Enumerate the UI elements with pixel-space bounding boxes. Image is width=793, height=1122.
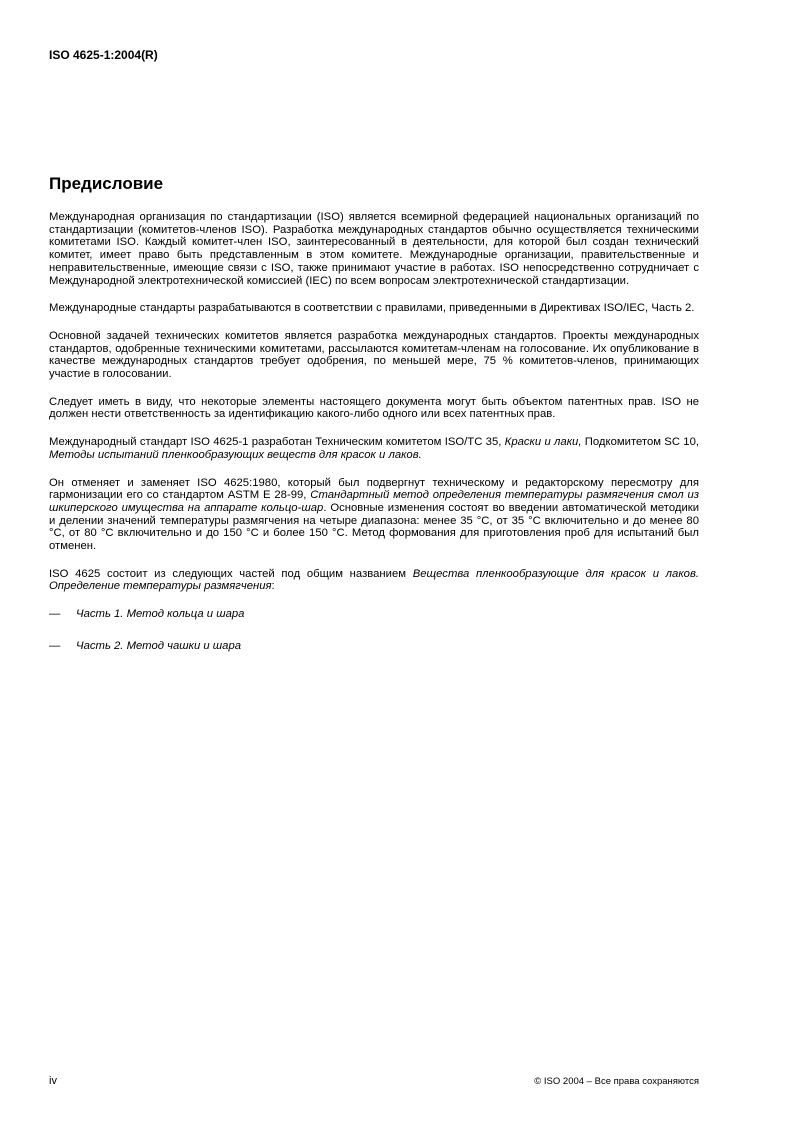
dash-marker: — (49, 639, 61, 652)
foreword-paragraph-1: Международная организация по стандартизации (ISO) является всемирной федерацией национальных организаций по стандартизации (комитетов-членов ISO). Разработка международных стандартов обычно осуществляется техническими комитетами ISO. Каждый комитет-член ISO, заинтересованный в деятельности, для которой был создан технический комитет, имеет право быть представленным в этом комитете. Международные организации, правительственные и неправительственные, имеющие связи с ISO, также принимают участие в работах. ISO непосредственно сотрудничает с Международной электротехнической комиссией (IEC) по всем вопросам электротехнической стандартизации. (49, 211, 699, 287)
p6-lead: Он отменяет и заменяет ISO 4625:1980, который был подвергнут техническому и редакторскому пересмотру для гармонизации его со стандартом ASTM E 28-99, (49, 476, 699, 502)
foreword-paragraph-6 (49, 477, 699, 553)
part-list-item (49, 640, 699, 653)
general-title: Вещества пленкообразующие для красок и лаков. Определение температуры размягчения (49, 567, 699, 593)
subcommittee-title: Методы испытаний пленкообразующих веществ для красок и лаков. (49, 448, 422, 461)
foreword-section (49, 173, 699, 672)
dash-marker: — (49, 608, 61, 621)
part-1-title: Часть 1. Метод кольца и шара (76, 608, 245, 621)
committee-title: Краски и лаки, (504, 436, 582, 449)
foreword-title: Предисловие (49, 174, 164, 193)
page-number: iv (49, 1075, 57, 1087)
astm-standard-title: Стандартный метод определения температуры размягчения смол из шкиперского имущества на аппарате кольцо-шар (49, 489, 699, 514)
foreword-paragraph-7 (49, 568, 699, 593)
p7-lead: ISO 4625 состоит из следующих частей под общим названием (49, 567, 413, 580)
foreword-paragraph-5 (49, 436, 699, 461)
foreword-paragraph-3: Основной задачей технических комитетов является разработка международных стандартов. Проекты международных стандартов, одобренные техническими комитетами, рассылаются комитетам-членам на голосование. Их опубликование в качестве международных стандартов требует одобрения, по меньшей мере, 75 % комитетов-членов, принимающих участие в голосовании. (49, 329, 699, 381)
foreword-paragraph-2: Международные стандарты разрабатываются в соответствии с правилами, приведенными в Директивах ISO/IEC, Часть 2. (49, 302, 695, 315)
copyright-notice: © ISO 2004 – Все права сохраняются (534, 1076, 699, 1087)
part-2-title: Часть 2. Метод чашки и шара (76, 639, 242, 652)
p6-rest: . Основные изменения состоят во введении автоматической методики и делении значений температуры размягчения на четыре диапазона: менее 35 °C, от 35 °C включительно и до менее 80 °C, от 80 °C включительно и до 150 °C и более 150 °C. Метод формования для приготовления проб для испытаний был отменен. (49, 501, 700, 553)
part-list-item (49, 608, 699, 621)
foreword-paragraph-4: Следует иметь в виду, что некоторые элементы настоящего документа могут быть объектом патентных прав. ISO не должен нести ответственность за идентификацию какого-либо одного или всех патентных прав. (49, 395, 699, 421)
p7-tail: : (271, 580, 275, 593)
p5-mid: Подкомитетом SC 10, (581, 436, 699, 449)
document-id: ISO 4625-1:2004(R) (49, 48, 158, 62)
p5-lead: Международный стандарт ISO 4625-1 разработан Техническим комитетом ISO/TC 35, (49, 436, 505, 449)
